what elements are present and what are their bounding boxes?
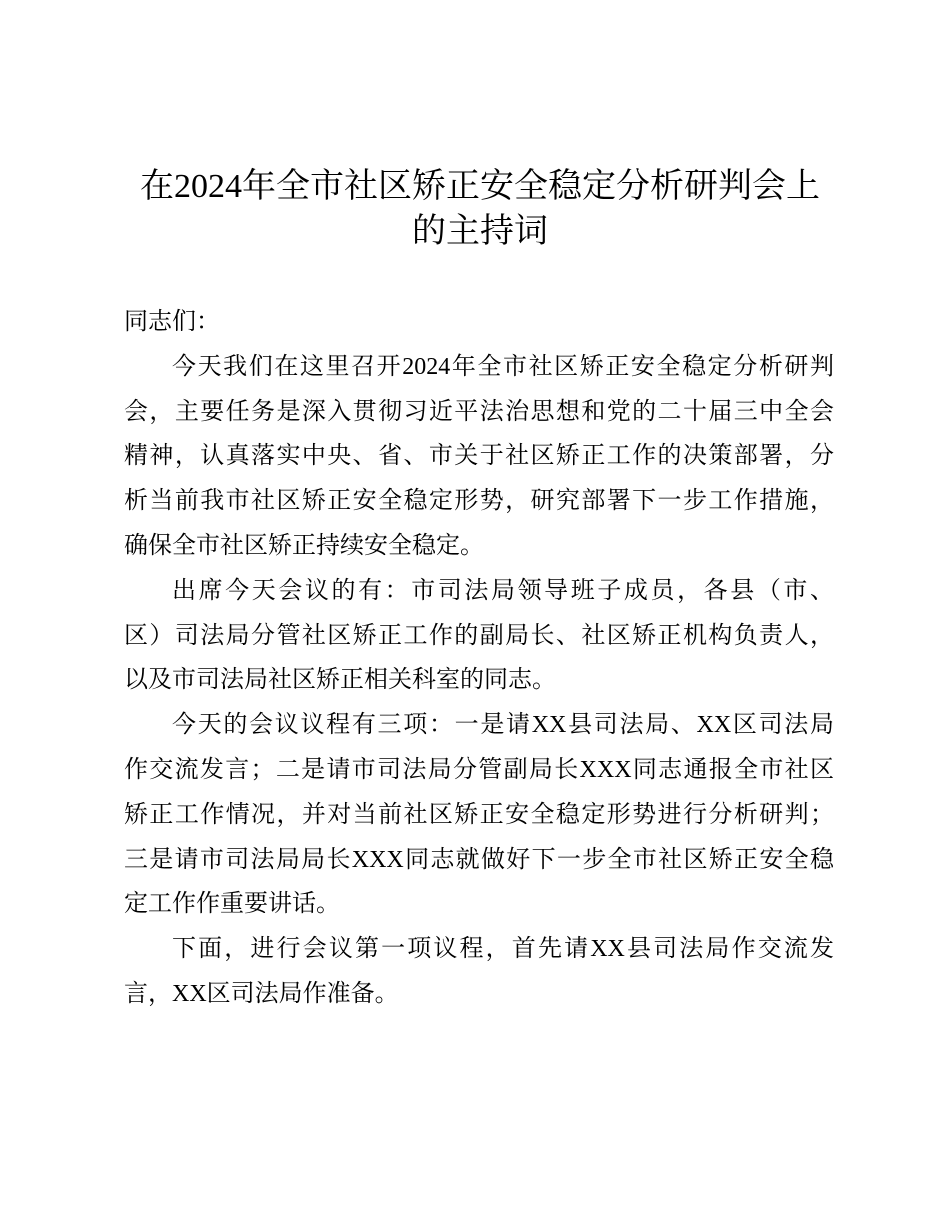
paragraph-3-line: 三是请市司法局局长XXX同志就做好下一步全市社区矫正安全稳: [124, 846, 834, 873]
paragraph-2-line: 以及市司法局社区矫正相关科室的同志。: [124, 667, 556, 694]
paragraph-1-line: 精神，认真落实中央、省、市关于社区矫正工作的决策部署，分: [124, 443, 834, 470]
paragraph-4-line: 言，XX区司法局作准备。: [124, 981, 399, 1007]
document-title-line-2: 的主持词: [412, 213, 548, 250]
paragraph-1-line: 确保全市社区矫正持续安全稳定。: [124, 533, 484, 559]
paragraph-3-line: 今天的会议议程有三项：一是请XX县司法局、XX区司法局: [172, 712, 834, 739]
paragraph-3-line: 矫正工作情况，并对当前社区矫正安全稳定形势进行分析研判；: [124, 801, 834, 828]
paragraph-1-line: 今天我们在这里召开2024年全市社区矫正安全稳定分析研判: [172, 353, 834, 380]
paragraph-4-line: 下面，进行会议第一项议程，首先请XX县司法局作交流发: [172, 936, 834, 963]
paragraph-3-line: 定工作作重要讲话。: [124, 891, 340, 918]
paragraph-2-line: 区）司法局分管社区矫正工作的副局长、社区矫正机构负责人，: [124, 622, 834, 649]
document-title-line-1: 在2024年全市社区矫正安全稳定分析研判会上: [140, 168, 820, 205]
paragraph-2-line: 出席今天会议的有：市司法局领导班子成员，各县（市、: [172, 577, 834, 604]
paragraph-1-line: 析当前我市社区矫正安全稳定形势，研究部署下一步工作措施，: [124, 488, 834, 515]
paragraph-1-line: 会，主要任务是深入贯彻习近平法治思想和党的二十届三中全会: [124, 398, 834, 425]
paragraph-3-line: 作交流发言；二是请市司法局分管副局长XXX同志通报全市社区: [124, 757, 834, 783]
salutation: 同志们：: [124, 309, 220, 335]
